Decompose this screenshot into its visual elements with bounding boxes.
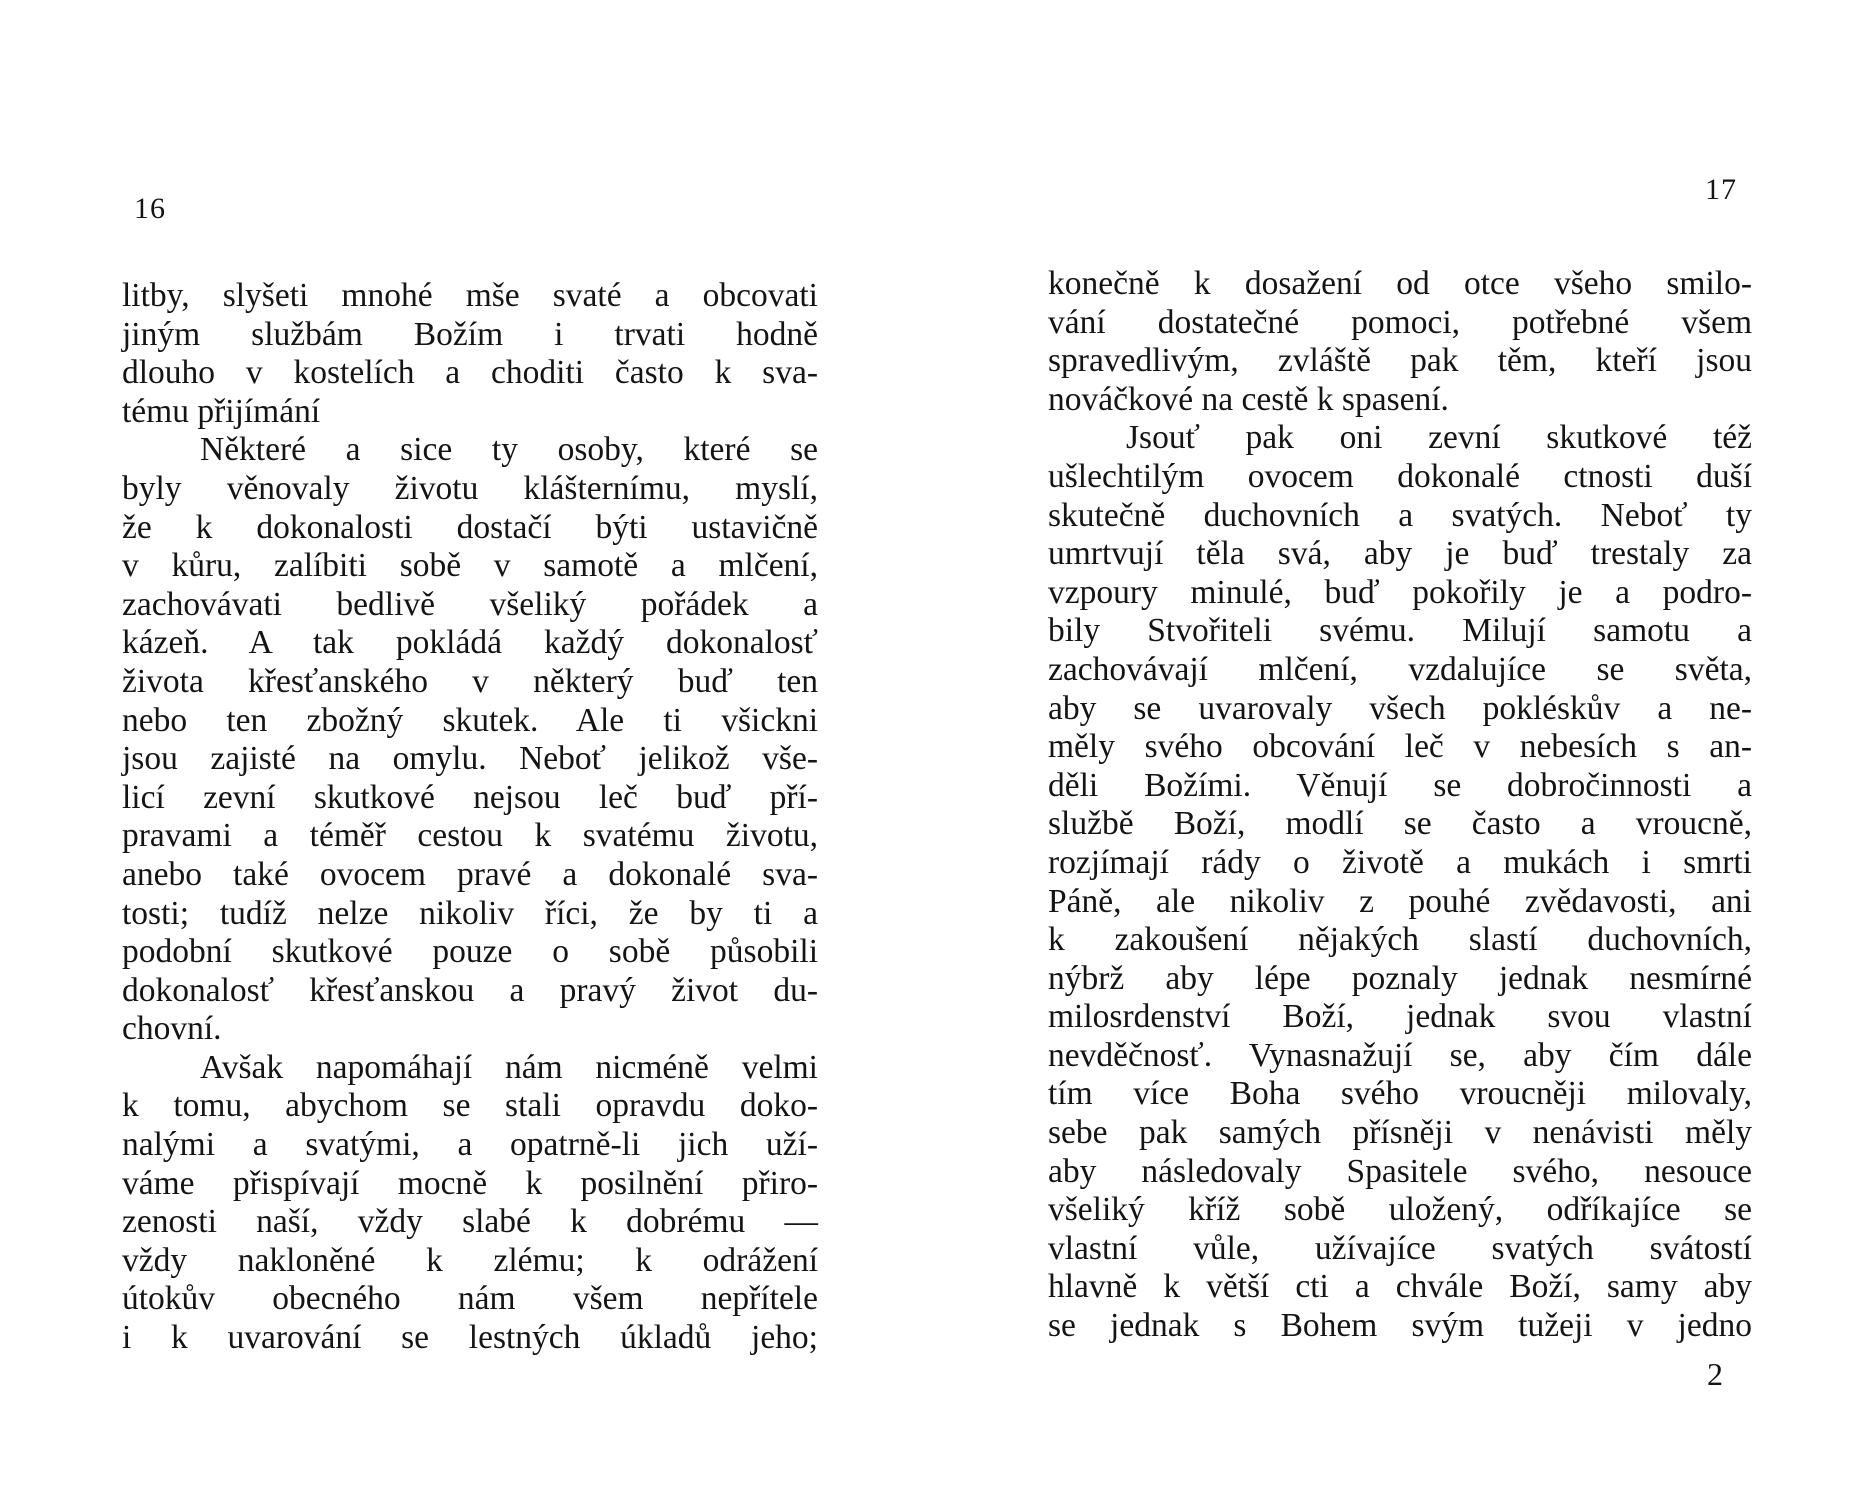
text-line: zenosti naší, vždy slabé k dobrému — [122,1203,818,1241]
text-line: jsou zajisté na omylu. Neboť jelikož vše- [122,740,818,778]
text-line: vzpoury minulé, buď pokořily je a podro- [1048,573,1752,611]
text-line: váme přispívají mocně k posilnění přiro- [122,1164,818,1202]
text-line: děli Božími. Věnují se dobročinnosti a [1048,766,1752,804]
page-number: 17 [1705,173,1737,206]
text-line: pravami a téměř cestou k svatému životu, [122,817,818,855]
text-line: skutečně duchovních a svatých. Neboť ty [1048,496,1752,534]
text-line: vání dostatečné pomoci, potřebné všem [1048,303,1752,341]
text-line: Jsouť pak oni zevní skutkové též [1126,419,1752,457]
text-line: dokonalosť křesťanskou a pravý život du- [122,971,818,1009]
text-line: službě Boží, modlí se často a vroucně, [1048,805,1752,843]
text-line: nalými a svatými, a opatrně-li jich uží- [122,1126,818,1164]
text-line: i k uvarování se lestných úkladů jeho; [122,1319,818,1357]
text-line: hlavně k větší cti a chvále Boží, samy aby [1048,1268,1752,1306]
text-line: tému přijímání [122,392,321,430]
text-line: chovní. [122,1010,222,1048]
signature-mark: 2 [1707,1356,1723,1392]
text-line: že k dokonalosti dostačí býti ustavičně [122,508,818,546]
text-line: k zakoušení nějakých slastí duchovních, [1048,921,1752,959]
text-line: sebe pak samých přísněji v nenávisti měly [1048,1114,1752,1152]
text-line: anebo také ovocem pravé a dokonalé sva- [122,855,818,893]
page-text-block [122,277,818,1358]
text-line: se jednak s Bohem svým tužeji v jedno [1048,1307,1752,1345]
text-line: k tomu, abychom se stali opravdu doko- [122,1087,818,1125]
text-line: vlastní vůle, užívajíce svatých svátostí [1048,1229,1752,1267]
text-line: licí zevní skutkové nejsou leč buď pří- [122,778,818,816]
text-line: kázeň. A tak pokládá každý dokonalosť [122,624,818,662]
text-line: nevděčnosť. Vynasnažují se, aby čím dále [1048,1036,1752,1074]
page-text-block [1048,265,1752,1346]
text-line: měly svého obcování leč v nebesích s an- [1048,728,1752,766]
text-line: dlouho v kostelích a choditi často k sva- [122,354,818,392]
text-line: vždy nakloněné k zlému; k odrážení [122,1241,818,1279]
text-line: Avšak napomáhají nám nicméně velmi [200,1048,818,1086]
text-line: ušlechtilým ovocem dokonalé ctnosti duší [1048,457,1752,495]
text-line: aby následovaly Spasitele svého, nesouce [1048,1152,1752,1190]
page-number: 16 [134,192,166,225]
text-line: milosrdenství Boží, jednak svou vlastní [1048,998,1752,1036]
text-line: byly věnovaly životu klášternímu, myslí, [122,469,818,507]
text-line: nováčkové na cestě k spasení. [1048,380,1449,418]
text-line: spravedlivým, zvláště pak těm, kteří jsou [1048,342,1752,380]
text-line: útokův obecného nám všem nepřítele [122,1280,818,1318]
text-line: jiným službám Božím i trvati hodně [122,315,818,353]
text-line: umrtvují těla svá, aby je buď trestaly za [1048,535,1752,573]
text-line: litby, slyšeti mnohé mše svaté a obcovati [122,277,818,314]
text-line: bily Stvořiteli svému. Milují samotu a [1048,612,1752,650]
text-line: aby se uvarovaly všech pokléskův a ne- [1048,689,1752,727]
text-line: tím více Boha svého vroucněji milovaly, [1048,1075,1752,1113]
text-line: rozjímají rády o životě a mukách i smrti [1048,843,1752,881]
text-line: zachovávati bedlivě všeliký pořádek a [122,585,818,623]
text-line: podobní skutkové pouze o sobě působili [122,933,818,971]
text-line: nýbrž aby lépe poznaly jednak nesmírné [1048,959,1752,997]
text-line: konečně k dosažení od otce všeho smilo- [1048,265,1752,302]
text-line: života křesťanského v některý buď ten [122,662,818,700]
text-line: všeliký kříž sobě uložený, odříkajíce se [1048,1191,1752,1229]
text-line: nebo ten zbožný skutek. Ale ti všickni [122,701,818,739]
text-line: v kůru, zalíbiti sobě v samotě a mlčení, [122,547,818,585]
text-line: Některé a sice ty osoby, které se [200,431,818,469]
text-line: Páně, ale nikoliv z pouhé zvědavosti, ani [1048,882,1752,920]
text-line: tosti; tudíž nelze nikoliv říci, že by ti a [122,894,818,932]
right-page [927,0,1854,1500]
text-line: zachovávají mlčení, vzdalujíce se světa, [1048,650,1752,688]
